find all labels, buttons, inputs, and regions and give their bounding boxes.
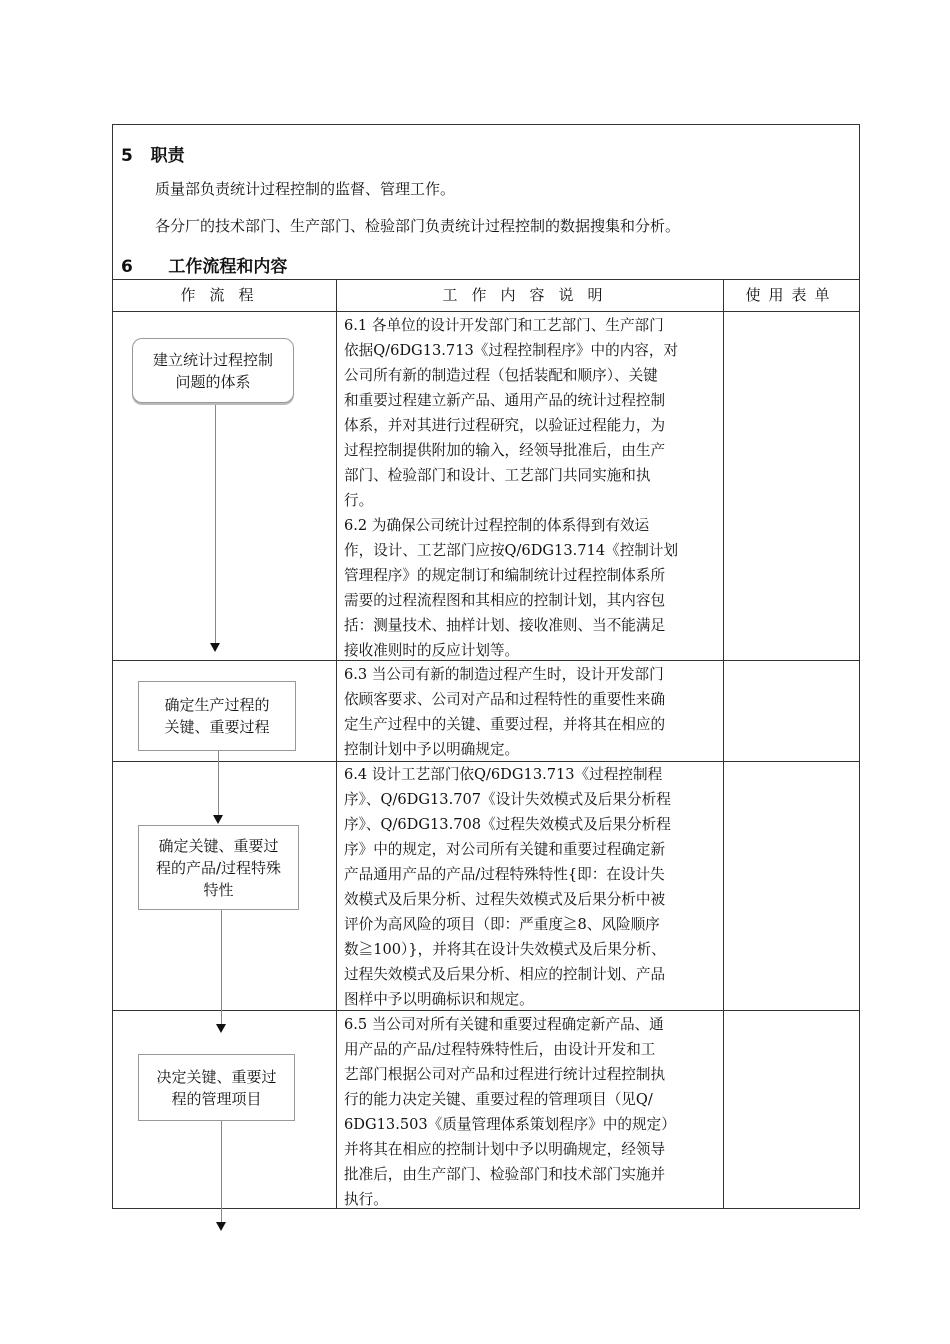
description-6-1-6-2 (344, 313, 718, 663)
header-content: 工作内容说明 (442, 286, 617, 304)
flow-step-2-line-1: 确定生产过程的 (164, 696, 270, 714)
description-line: 过程控制提供附加的输入，经领导批准后，由生产 (344, 442, 666, 459)
flow-connector-3 (221, 910, 222, 1024)
description-line: 依顾客要求、公司对产品和过程特性的重要性来确 (344, 691, 666, 708)
flow-step-1-line-1: 建立统计过程控制 (152, 350, 273, 369)
column-divider-2 (723, 279, 724, 1209)
description-line: 6DG13.503《质量管理体系策划程序》中的规定） (344, 1116, 676, 1133)
description-6-5 (344, 1012, 718, 1212)
description-line: 6.1 各单位的设计开发部门和工艺部门、生产部门 (344, 317, 664, 334)
section-5-paragraph-1: 质量部负责统计过程控制的监督、管理工作。 (155, 180, 456, 198)
flow-step-2-line-2: 关键、重要过程 (164, 718, 270, 736)
description-line: 用产品的产品/过程特殊特性后，由设计开发和工 (344, 1041, 656, 1058)
flow-arrow-2 (213, 815, 223, 824)
description-line: 括：测量技术、抽样计划、接收准则、当不能满足 (344, 617, 666, 634)
section-5-paragraph-2: 各分厂的技术部门、生产部门、检验部门负责统计过程控制的数据搜集和分析。 (155, 217, 681, 235)
description-line: 和重要过程建立新产品、通用产品的统计过程控制 (344, 392, 666, 409)
flow-step-decide-management-items (138, 1054, 295, 1121)
flow-step-determine-special-characteristics (138, 825, 299, 910)
flow-step-4-line-2: 程的管理项目 (171, 1089, 262, 1108)
description-line: 需要的过程流程图和其相应的控制计划，其内容包 (344, 592, 666, 609)
description-line: 6.4 设计工艺部门依Q/6DG13.713《过程控制程 (344, 766, 663, 783)
flow-arrow-4 (216, 1222, 226, 1231)
description-line: 体系，并对其进行过程研究，以验证过程能力，为 (344, 417, 666, 434)
description-line: 定生产过程中的关键、重要过程，并将其在相应的 (344, 716, 666, 733)
description-line: 行的能力决定关键、重要过程的管理项目（见Q/ (344, 1091, 653, 1108)
description-line: 并将其在相应的控制计划中予以明确规定，经领导 (344, 1141, 666, 1158)
flow-step-3-line-3: 特性 (203, 880, 234, 899)
description-line: 评价为高风险的项目（即：严重度≧8、风险顺序 (344, 916, 660, 933)
flow-step-3-line-1: 确定关键、重要过 (158, 836, 279, 855)
description-line: 序》、Q/6DG13.707《设计失效模式及后果分析程 (344, 791, 671, 808)
flow-step-3-line-2: 程的产品/过程特殊 (155, 858, 282, 877)
description-line: 管理程序》的规定制订和编制统计过程控制体系所 (344, 567, 666, 584)
description-line: 过程失效模式及后果分析、相应的控制计划、产品 (344, 966, 666, 983)
flow-step-4-line-1: 决定关键、重要过 (156, 1067, 277, 1086)
description-line: 行。 (344, 492, 374, 509)
description-line: 序》中的规定，对公司所有关键和重要过程确定新 (344, 841, 666, 858)
flow-step-1-line-2: 问题的体系 (175, 372, 251, 391)
description-line: 部门、检验部门和设计、工艺部门共同实施和执 (344, 467, 651, 484)
flow-step-determine-key-processes (138, 681, 296, 751)
description-line: 艺部门根据公司对产品和过程进行统计过程控制执 (344, 1066, 666, 1083)
description-line: 执行。 (344, 1191, 388, 1208)
column-divider-1 (336, 279, 337, 1209)
description-line: 控制计划中予以明确规定。 (344, 741, 520, 758)
description-line: 作，设计、工艺部门应按Q/6DG13.714《控制计划 (344, 542, 679, 559)
description-line: 序》、Q/6DG13.708《过程失效模式及后果分析程 (344, 816, 671, 833)
description-line: 6.2 为确保公司统计过程控制的体系得到有效运 (344, 517, 650, 534)
header-row-border (112, 311, 860, 312)
flow-connector-2 (218, 751, 219, 816)
description-line: 6.3 当公司有新的制造过程产生时，设计开发部门 (344, 666, 664, 683)
flow-arrow-1 (210, 643, 220, 652)
section-5-heading (121, 141, 185, 166)
flow-step-establish-spc-system (132, 338, 294, 403)
description-6-4 (344, 762, 718, 1012)
section-6-heading (121, 252, 287, 277)
description-line: 批准后，由生产部门、检验部门和技术部门实施并 (344, 1166, 666, 1183)
section-5-number: 5 (121, 146, 133, 166)
flow-connector-1 (215, 404, 216, 644)
section-6-number: 6 (121, 257, 133, 277)
description-line: 数≧100）}，并将其在设计失效模式及后果分析、 (344, 941, 666, 958)
header-forms: 使用表单 (745, 286, 838, 304)
flow-arrow-3 (216, 1024, 226, 1033)
section-6-title: 工作流程和内容 (168, 257, 288, 277)
header-flow: 作流程 (180, 286, 268, 304)
description-line: 产品通用产品的产品/过程特殊特性{即：在设计失 (344, 866, 665, 883)
description-line: 效模式及后果分析、过程失效模式及后果分析中被 (344, 891, 666, 908)
description-6-3 (344, 662, 718, 762)
flow-connector-4 (221, 1121, 222, 1223)
description-line: 接收准则时的反应计划等。 (344, 642, 520, 659)
description-line: 图样中予以明确标识和规定。 (344, 991, 534, 1008)
description-line: 6.5 当公司对所有关键和重要过程确定新产品、通 (344, 1016, 664, 1033)
description-line: 依据Q/6DG13.713《过程控制程序》中的内容，对 (344, 342, 679, 359)
description-line: 公司所有新的制造过程（包括装配和顺序）、关键 (344, 367, 658, 384)
section-5-title: 职责 (150, 146, 185, 166)
